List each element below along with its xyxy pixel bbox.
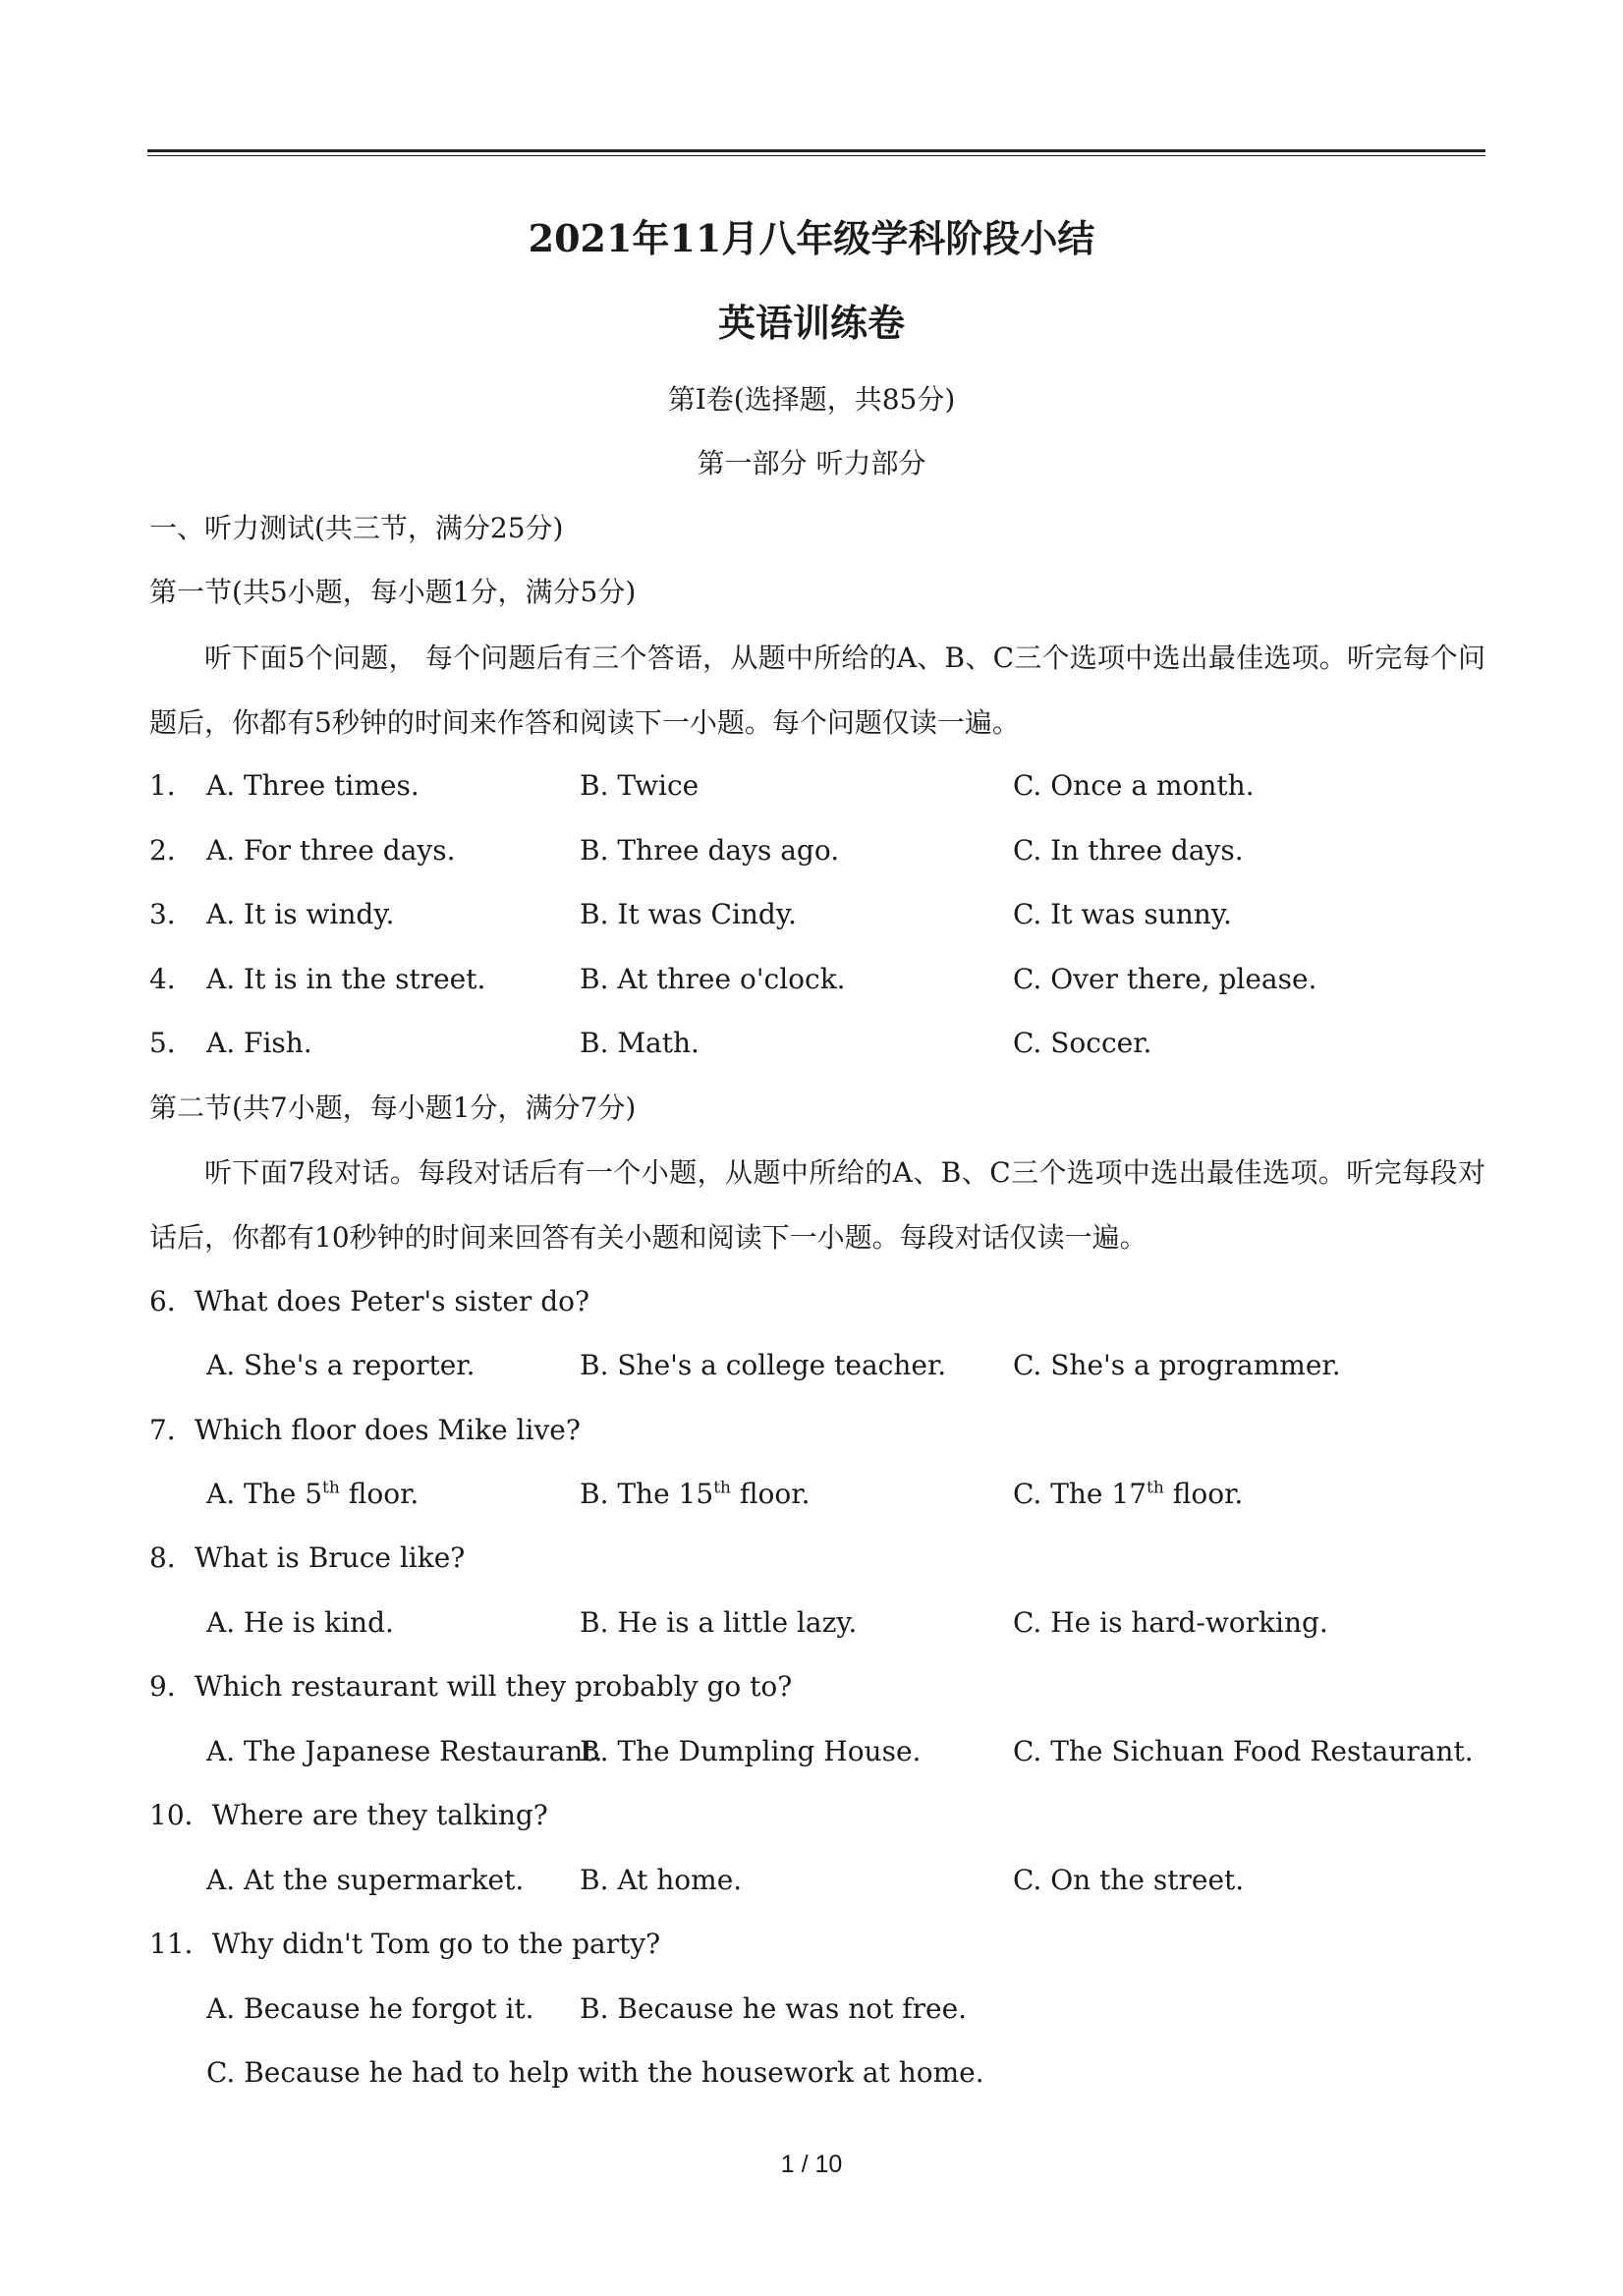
- page-subtitle: 英语训练卷: [717, 301, 905, 345]
- option-a: A. Fish.: [206, 1027, 312, 1059]
- option-a: A. The 5th floor.: [206, 1478, 420, 1510]
- option-c: C. On the street.: [1013, 1864, 1245, 1896]
- option-a: A. At the supermarket.: [206, 1864, 525, 1896]
- question-number: 1．: [149, 769, 195, 802]
- section1-heading: 第一节(共5小题，每小题1分，满分5分): [149, 576, 637, 608]
- header-rule-thin: [147, 155, 1485, 156]
- option-b: B. Three days ago.: [580, 834, 840, 867]
- page-number: 1 / 10: [780, 2151, 843, 2178]
- question-stem: 7．Which floor does Mike live?: [149, 1414, 581, 1446]
- option-b: B. She's a college teacher.: [580, 1349, 947, 1381]
- volume-label: 第Ⅰ卷(选择题，共85分): [667, 383, 956, 416]
- question-stem: 11．Why didn't Tom go to the party?: [149, 1928, 661, 1960]
- option-c: C. Soccer.: [1013, 1027, 1152, 1059]
- page-title: 2021年11月八年级学科阶段小结: [528, 216, 1095, 260]
- option-a: A. It is in the street.: [206, 963, 486, 995]
- question-number: 4．: [149, 963, 195, 995]
- option-b: B. At home.: [580, 1864, 743, 1896]
- option-c: C. In three days.: [1013, 834, 1244, 867]
- option-c: C. He is hard-working.: [1013, 1606, 1328, 1639]
- header-rule-thick: [147, 149, 1485, 152]
- section-main-heading: 一、听力测试(共三节，满分25分): [149, 512, 564, 544]
- question-number: 5．: [149, 1027, 195, 1059]
- option-a: A. For three days.: [206, 834, 456, 867]
- question-number: 3．: [149, 898, 195, 930]
- section2-instructions: 听下面7段对话。每段对话后有一个小题，从题中所给的A、B、C三个选项中选出最佳选项。听完每段对话后，你都有10秒钟的时间来回答有关小题和阅读下一小题。每段对话仅读一遍。: [149, 1156, 1485, 1254]
- option-b: B. The Dumpling House.: [580, 1735, 922, 1767]
- option-b: B. Twice: [580, 769, 700, 802]
- option-c: C. Because he had to help with the housework at home.: [206, 2056, 984, 2089]
- option-c: C. Once a month.: [1013, 769, 1255, 802]
- option-c: C. She's a programmer.: [1013, 1349, 1341, 1381]
- option-c: C. It was sunny.: [1013, 898, 1232, 930]
- section1-instructions: 听下面5个问题， 每个问题后有三个答语，从题中所给的A、B、C三个选项中选出最佳选项。听完每个问题后，你都有5秒钟的时间来作答和阅读下一小题。每个问题仅读一遍。: [149, 642, 1485, 739]
- option-a: A. He is kind.: [206, 1606, 394, 1639]
- option-c: C. Over there, please.: [1013, 963, 1317, 995]
- question-stem: 6．What does Peter's sister do?: [149, 1285, 590, 1317]
- section2-heading: 第二节(共7小题，每小题1分，满分7分): [149, 1092, 637, 1124]
- option-a: A. It is windy.: [206, 898, 395, 930]
- option-a: A. Three times.: [206, 769, 420, 802]
- option-b: B. At three o'clock.: [580, 963, 846, 995]
- option-c: C. The 17th floor.: [1013, 1478, 1244, 1510]
- option-b: B. Because he was not free.: [580, 1992, 968, 2025]
- option-a: A. The Japanese Restaurant.: [206, 1735, 603, 1767]
- option-a: A. Because he forgot it.: [206, 1992, 534, 2025]
- option-a: A. She's a reporter.: [206, 1349, 476, 1381]
- option-c: C. The Sichuan Food Restaurant.: [1013, 1735, 1474, 1767]
- option-b: B. The 15th floor.: [580, 1478, 811, 1510]
- question-stem: 8．What is Bruce like?: [149, 1541, 466, 1574]
- question-number: 2．: [149, 834, 195, 867]
- option-b: B. Math.: [580, 1027, 700, 1059]
- option-b: B. He is a little lazy.: [580, 1606, 858, 1639]
- question-stem: 9．Which restaurant will they probably go to?: [149, 1670, 793, 1703]
- option-b: B. It was Cindy.: [580, 898, 797, 930]
- part-label: 第一部分 听力部分: [697, 447, 926, 479]
- question-stem: 10．Where are they talking?: [149, 1799, 548, 1831]
